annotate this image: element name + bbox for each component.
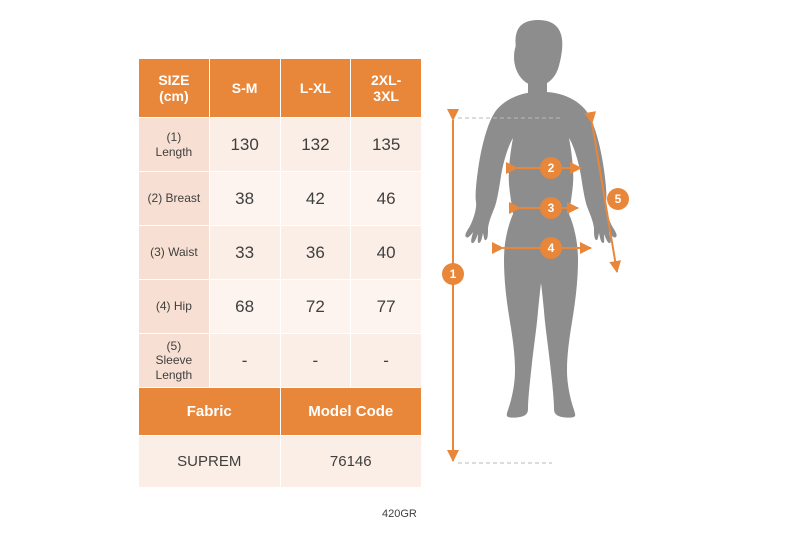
row-label-breast: (2) Breast [139, 172, 210, 226]
size-table [138, 58, 422, 488]
female-silhouette-diagram [440, 20, 780, 510]
cell-length-sm: 130 [209, 118, 280, 172]
cell-sleeve-2xl3xl: - [351, 334, 422, 388]
cell-waist-lxl: 36 [280, 226, 351, 280]
row-label-sleeve-length [139, 334, 210, 388]
header-col-sm: S-M [209, 59, 280, 118]
header-col-lxl: L-XL [280, 59, 351, 118]
cell-waist-2xl3xl: 40 [351, 226, 422, 280]
cell-breast-2xl3xl: 46 [351, 172, 422, 226]
cell-sleeve-lxl: - [280, 334, 351, 388]
measurement-figure [440, 20, 780, 510]
header-size [139, 59, 210, 118]
table-row [139, 226, 422, 280]
header-col-2xl3xl [351, 59, 422, 118]
badge-3-waist: 3 [540, 197, 562, 219]
header-col-2xl3xl-line1: 2XL- [370, 71, 402, 88]
row-label-length-line1: (1) [166, 130, 182, 145]
cell-breast-lxl: 42 [280, 172, 351, 226]
table-row [139, 334, 422, 388]
table-row [139, 172, 422, 226]
footer-header-model-code: Model Code [280, 388, 422, 436]
cell-length-2xl3xl: 135 [351, 118, 422, 172]
badge-1-length: 1 [442, 263, 464, 285]
badge-2-breast: 2 [540, 157, 562, 179]
cell-breast-sm: 38 [209, 172, 280, 226]
weight-caption: 420GR [382, 508, 417, 520]
row-label-sleeve-line2: Sleeve Length [155, 353, 193, 382]
header-col-2xl3xl-line2: 3XL [373, 88, 399, 104]
row-label-length-line2: Length [155, 144, 193, 159]
badge-5-sleeve-length: 5 [607, 188, 629, 210]
header-size-line2: (cm) [159, 88, 189, 104]
cell-hip-sm: 68 [209, 280, 280, 334]
header-size-line1: SIZE [158, 71, 190, 88]
table-footer-value-row [139, 436, 422, 488]
cell-waist-sm: 33 [209, 226, 280, 280]
footer-header-fabric: Fabric [139, 388, 281, 436]
badge-4-hip: 4 [540, 237, 562, 259]
footer-value-fabric: SUPREM [139, 436, 281, 488]
table-row [139, 280, 422, 334]
row-label-length [139, 118, 210, 172]
female-silhouette-icon [465, 20, 616, 418]
row-label-sleeve-line1: (5) [166, 338, 182, 353]
row-label-waist: (3) Waist [139, 226, 210, 280]
cell-length-lxl: 132 [280, 118, 351, 172]
table-footer-header-row [139, 388, 422, 436]
cell-hip-2xl3xl: 77 [351, 280, 422, 334]
table-header-row [139, 59, 422, 118]
row-label-hip: (4) Hip [139, 280, 210, 334]
table-row [139, 118, 422, 172]
cell-sleeve-sm: - [209, 334, 280, 388]
footer-value-model-code: 76146 [280, 436, 422, 488]
cell-hip-lxl: 72 [280, 280, 351, 334]
